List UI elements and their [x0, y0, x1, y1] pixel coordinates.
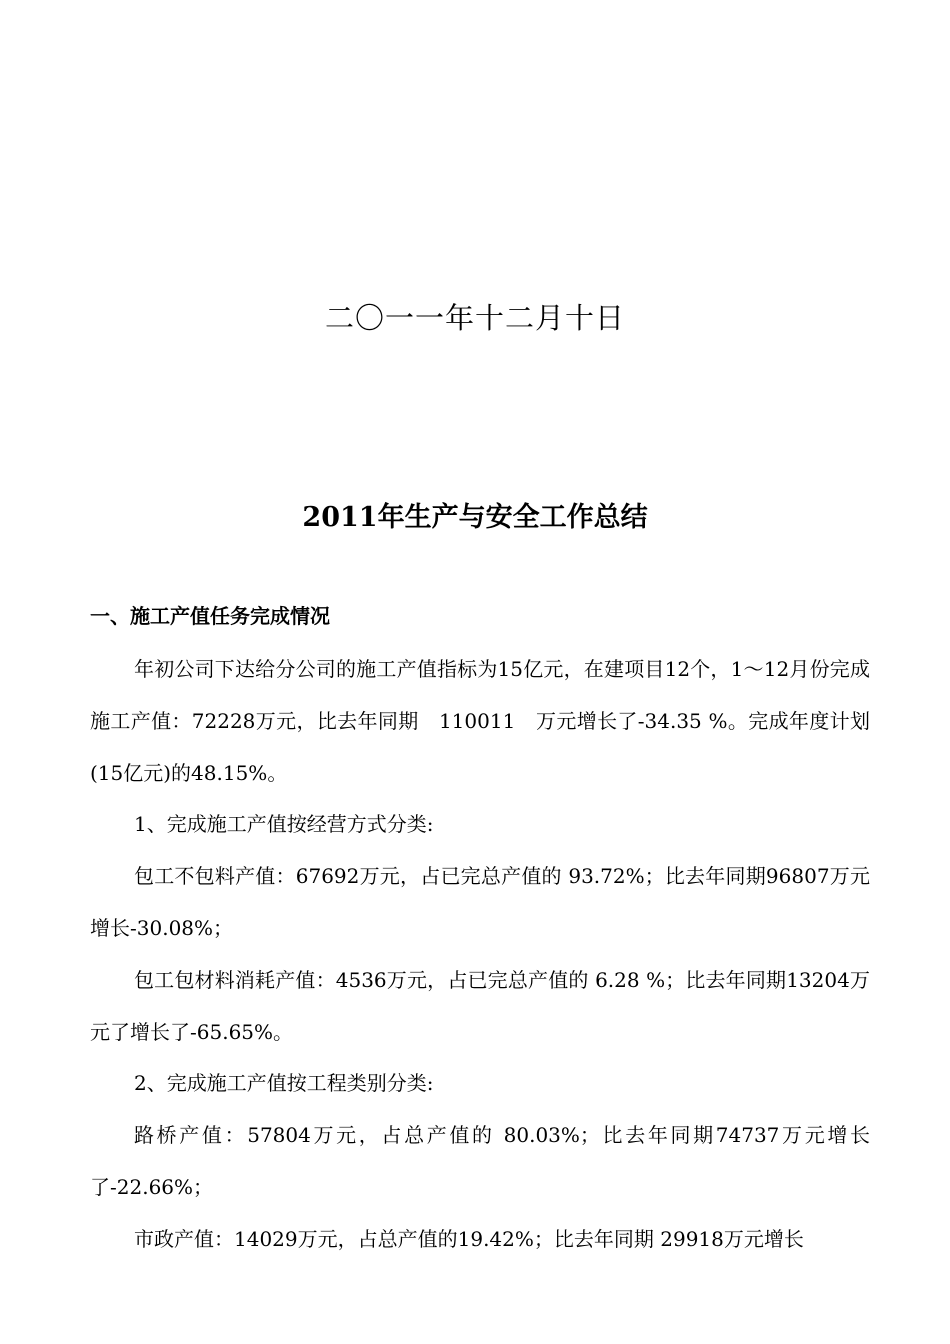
cover-date: 二〇一一年十二月十日 — [324, 301, 625, 335]
paragraph-by-business-mode-heading: 1、完成施工产值按经营方式分类: — [134, 812, 434, 837]
section-heading: 一、施工产值任务完成情况 — [90, 604, 330, 628]
document-title: 2011年生产与安全工作总结 — [302, 502, 648, 533]
paragraph-labor-only-output: 包工不包料产值：67692万元，占已完总产值的 93.72%；比去年同期96807万元增长-30.08%； — [90, 864, 870, 940]
paragraph-labor-and-materials-output: 包工包材料消耗产值：4536万元，占已完总产值的 6.28 %；比去年同期13204万元了增长了-65.65%。 — [90, 967, 870, 1044]
paragraph-by-project-type-heading: 2、完成施工产值按工程类别分类: — [134, 1071, 434, 1096]
section-body — [90, 644, 870, 1266]
paragraph-output-overview: 年初公司下达给分公司的施工产值指标为15亿元，在建项目12个，1～12月份完成施工产值：72228万元，比去年同期 110011 万元增长了-34.35 %。完成年度计划(15亿元)的48.15%。 — [90, 657, 870, 785]
paragraph-municipal-output: 市政产值：14029万元，占总产值的19.42%；比去年同期 29918万元增长 — [134, 1226, 804, 1251]
paragraph-road-bridge-output: 路桥产值：57804万元，占总产值的 80.03%；比去年同期74737万元增长了-22.66%； — [90, 1123, 870, 1199]
